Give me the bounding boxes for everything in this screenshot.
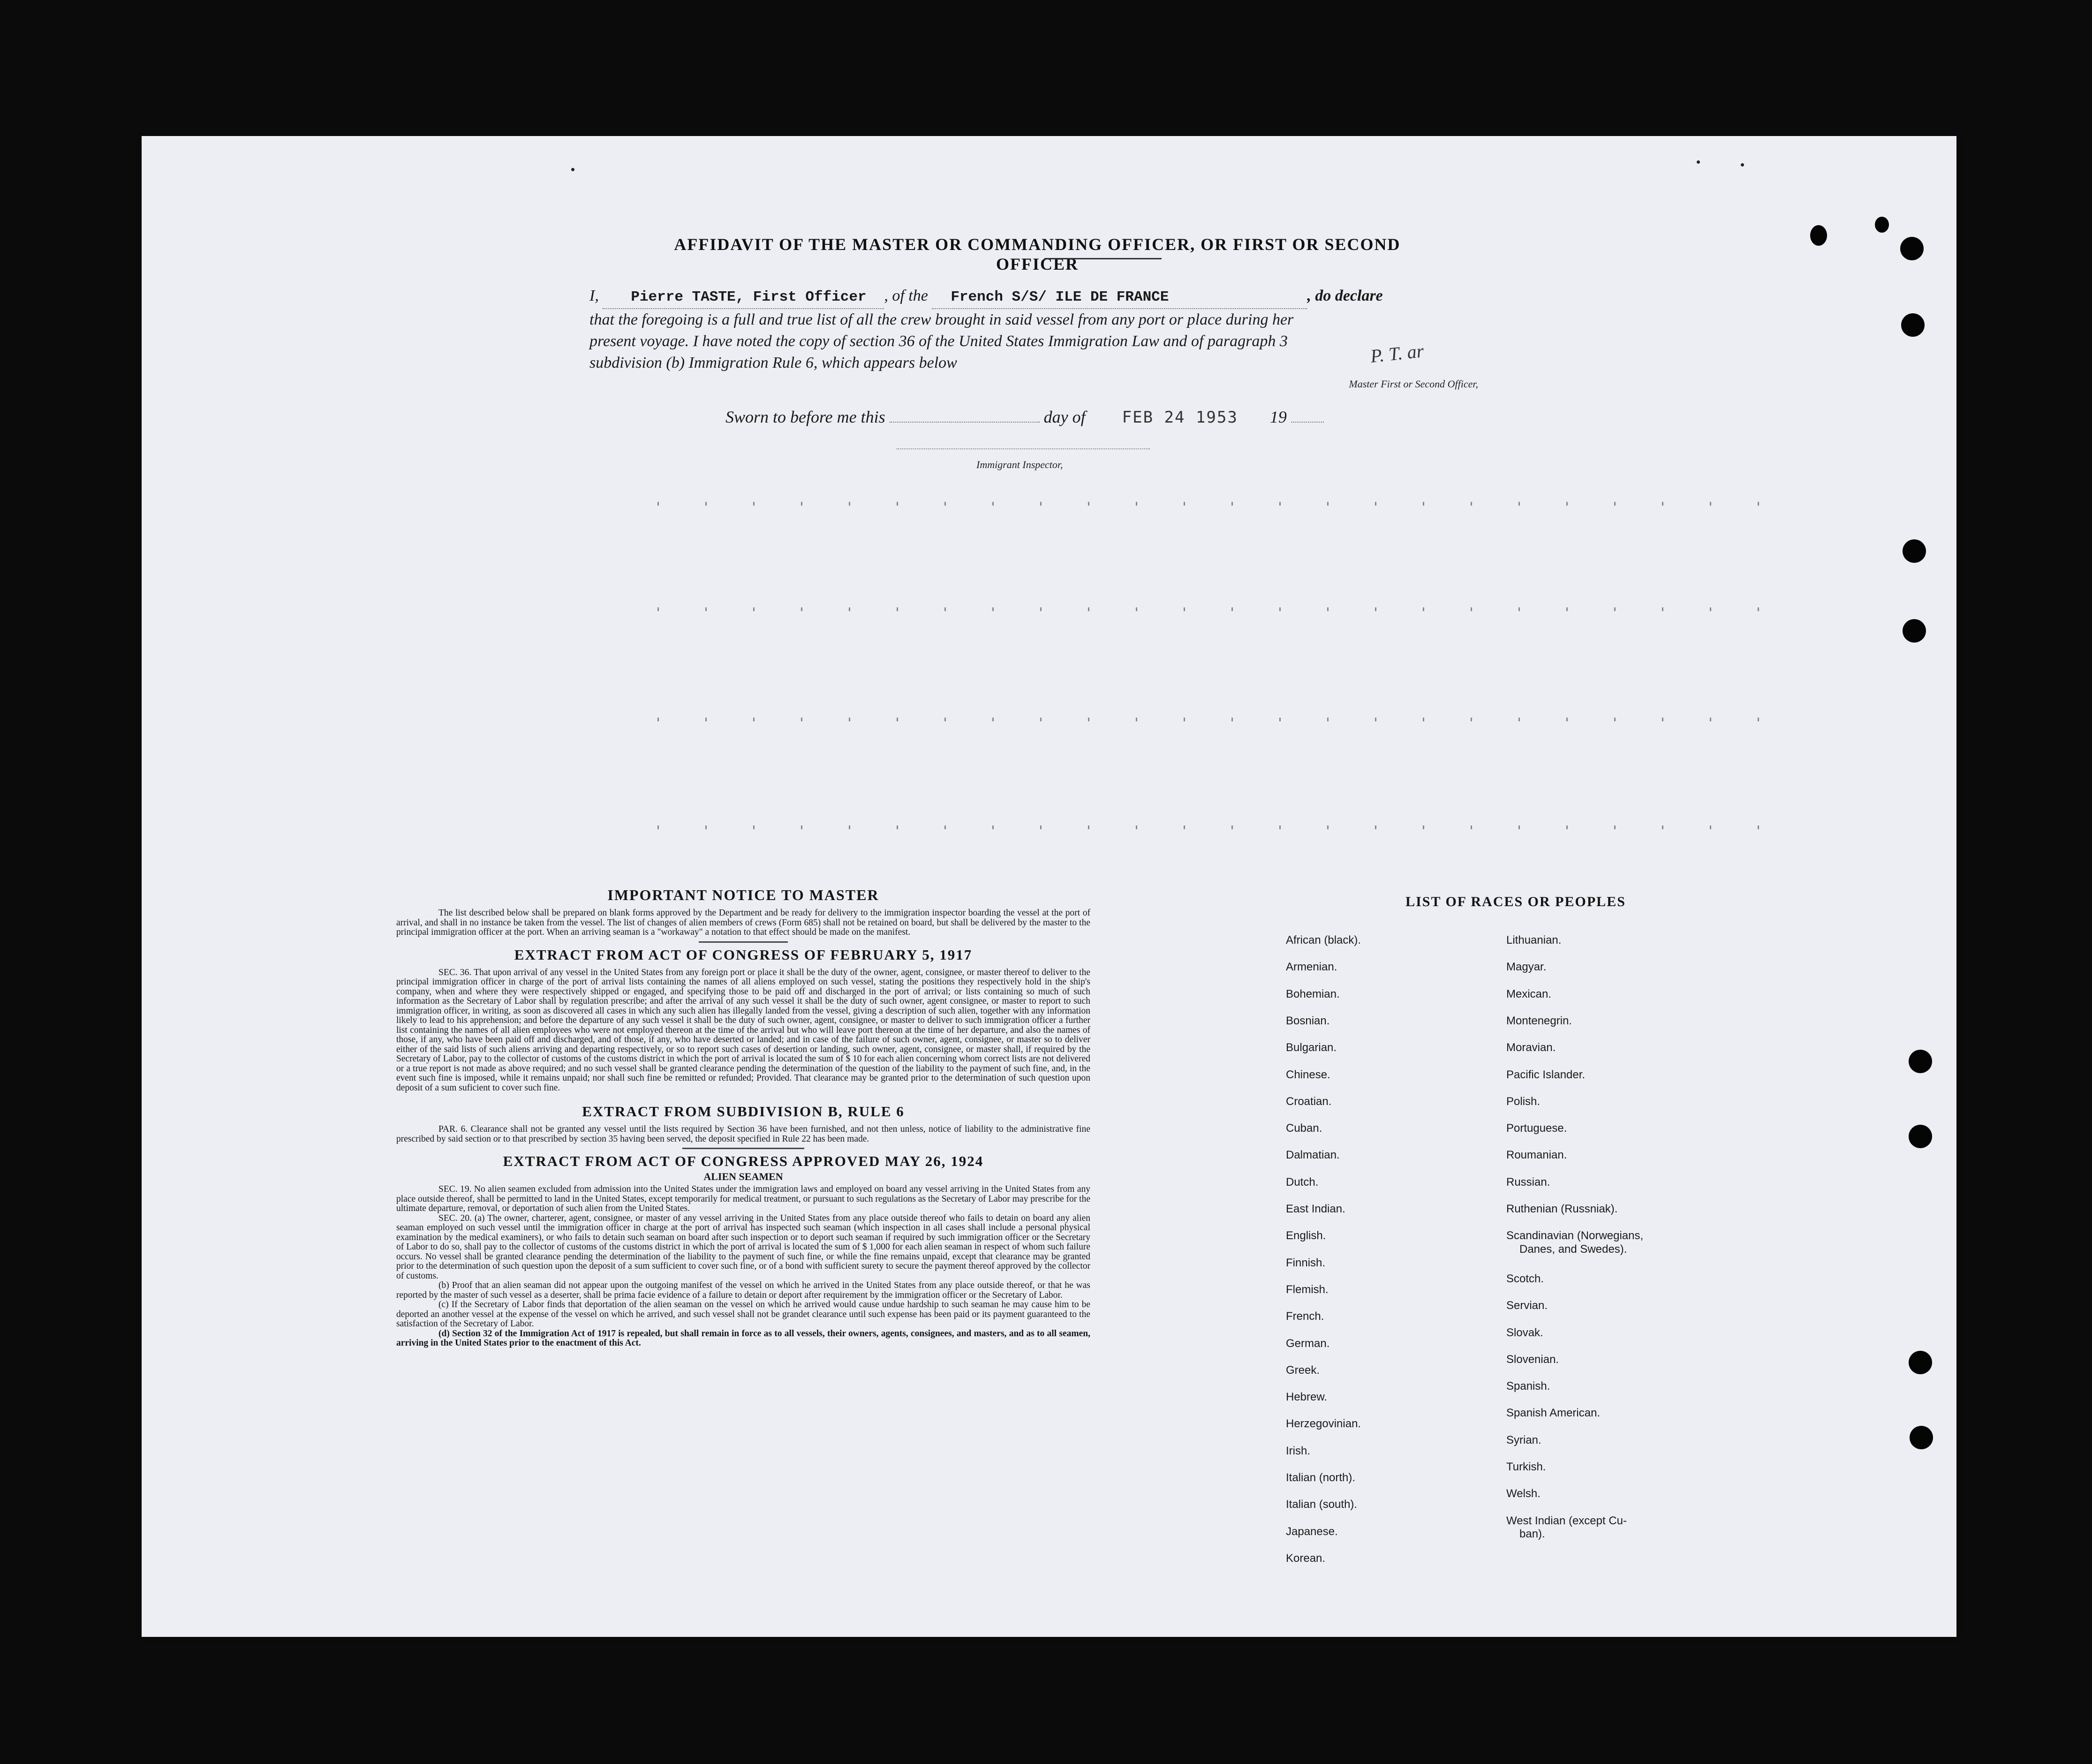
race-item: Dutch. bbox=[1286, 1175, 1319, 1189]
guide-dot bbox=[1040, 825, 1042, 829]
races-title: LIST OF RACES OR PEOPLES bbox=[1405, 894, 1626, 909]
race-item: Pacific Islander. bbox=[1506, 1068, 1586, 1081]
guide-dot bbox=[1710, 825, 1711, 829]
guide-dot bbox=[1423, 825, 1424, 829]
race-item: Bosnian. bbox=[1286, 1014, 1330, 1027]
section-20c-text: (c) If the Secretary of Labor finds that deportation of the alien seaman on the vessel on which he arrived would cause undue hardship to such seaman he may cause him to be deported an another vessel at the expense of the vessel on which he arrived, and such vessel shall not be grandet clearance until such expense has been paid or its payment guaranteed to the satisfaction of the Secretary of Labor. bbox=[396, 1300, 1090, 1329]
guide-dot bbox=[1662, 825, 1663, 829]
guide-dot bbox=[1184, 718, 1185, 721]
race-item: Syrian. bbox=[1506, 1433, 1541, 1446]
guide-dot bbox=[1471, 607, 1472, 611]
guide-dot bbox=[944, 825, 946, 829]
guide-dot bbox=[1327, 718, 1329, 721]
race-item: Italian (south). bbox=[1286, 1498, 1358, 1511]
race-item: Greek. bbox=[1286, 1363, 1320, 1377]
guide-dot bbox=[992, 607, 994, 611]
guide-dot bbox=[1136, 607, 1137, 611]
declaration-line-4: subdivision (b) Immigration Rule 6, which appears below bbox=[589, 354, 957, 371]
officer-name: Pierre TASTE, First Officer bbox=[631, 289, 867, 305]
guide-dot bbox=[1088, 825, 1089, 829]
race-item: Croatian. bbox=[1286, 1095, 1332, 1108]
race-item: Magyar. bbox=[1506, 961, 1547, 974]
guide-dots bbox=[657, 718, 1783, 722]
guide-dot bbox=[1566, 718, 1568, 721]
race-item: Spanish. bbox=[1506, 1380, 1550, 1393]
guide-dot bbox=[1471, 825, 1472, 829]
guide-dot bbox=[1758, 825, 1759, 829]
guide-dot bbox=[1614, 718, 1616, 721]
guide-dot bbox=[1566, 502, 1568, 506]
guide-dot bbox=[849, 718, 850, 721]
race-item: Turkish. bbox=[1506, 1461, 1546, 1474]
officer-signature: P. T. ar bbox=[1369, 340, 1425, 367]
vessel-name: French S/S/ ILE DE FRANCE bbox=[951, 289, 1169, 305]
notice-title: IMPORTANT NOTICE TO MASTER bbox=[607, 886, 879, 903]
guide-dot bbox=[1471, 502, 1472, 506]
punch-hole bbox=[1909, 1351, 1932, 1374]
document-page bbox=[142, 136, 1956, 1637]
day-of-label: day of bbox=[1043, 408, 1086, 426]
guide-dot bbox=[801, 607, 802, 611]
guide-dot bbox=[1279, 502, 1281, 506]
guide-dot bbox=[1566, 607, 1568, 611]
guide-dot bbox=[1566, 825, 1568, 829]
guide-dot bbox=[705, 502, 707, 506]
guide-dots bbox=[657, 607, 1783, 612]
guide-dot bbox=[801, 825, 802, 829]
section-rule bbox=[682, 1148, 804, 1149]
guide-dot bbox=[1758, 718, 1759, 721]
guide-dot bbox=[1184, 502, 1185, 506]
guide-dot bbox=[992, 502, 994, 506]
guide-dot bbox=[944, 607, 946, 611]
guide-dot bbox=[1710, 718, 1711, 721]
guide-dot bbox=[1710, 502, 1711, 506]
race-item: Bohemian. bbox=[1286, 987, 1340, 1000]
guide-dot bbox=[1088, 607, 1089, 611]
race-item: East Indian. bbox=[1286, 1203, 1345, 1215]
guide-dot bbox=[1279, 607, 1281, 611]
guide-dot bbox=[992, 825, 994, 829]
race-item: Welsh. bbox=[1506, 1487, 1541, 1500]
speck bbox=[1697, 160, 1700, 164]
race-item: Montenegrin. bbox=[1506, 1014, 1572, 1027]
guide-dot bbox=[1088, 502, 1089, 506]
race-item: Servian. bbox=[1506, 1299, 1548, 1312]
section-20a-text: SEC. 20. (a) The owner, charterer, agent, consignee, or master of any vessel arriving in the United States from any place outside thereof who fails to detain on board any alien seaman employed on such vessel until the immigration officer in charge at the port of arrival has inspected such seaman (which inspection in all cases shall include a personal physical examination by the medical examiners), or who fails to detain such seaman on board after such inspection or to deport such seaman if required by such immigration officer or the Secretary of Labor to do so, shall pay to the collector of customs of the customs district in which the port of arrival is located the sum of $ 1,000 for each alien seaman in respect of whom such failure occurs. No vessel shall be granted clearance pending the determination of the liability to the payment of such fine, or while the fine remains unpaid, except that clearance may be granted prior to the determination of such question upon the deposit of a sum sufficient to cover such fine, or of a bond with sufficient surety to secure the payment thereof approved by the collector of customs. bbox=[396, 1213, 1090, 1281]
race-item: Russian. bbox=[1506, 1175, 1550, 1189]
race-item: Herzegovinian. bbox=[1286, 1417, 1361, 1431]
race-item: ban). bbox=[1519, 1528, 1545, 1541]
race-item: Scandinavian (Norwegians, bbox=[1506, 1229, 1644, 1242]
declaration-line-2: that the foregoing is a full and true list of all the crew brought in said vessel from any port or place during her bbox=[589, 311, 1294, 328]
punch-hole bbox=[1903, 619, 1926, 643]
punch-hole bbox=[1903, 539, 1926, 563]
guide-dot bbox=[992, 718, 994, 721]
race-item: Bulgarian. bbox=[1286, 1041, 1337, 1054]
extract-1917-title: EXTRACT FROM ACT OF CONGRESS OF FEBRUARY 5, 1917 bbox=[514, 946, 973, 963]
guide-dot bbox=[1375, 825, 1376, 829]
race-item: Japanese. bbox=[1286, 1525, 1338, 1538]
guide-dot bbox=[1375, 607, 1376, 611]
guide-dot bbox=[944, 718, 946, 721]
guide-dot bbox=[849, 607, 850, 611]
guide-dot bbox=[1184, 825, 1185, 829]
race-item: Slovak. bbox=[1506, 1326, 1543, 1339]
race-item: African (black). bbox=[1286, 934, 1361, 946]
year-prefix: 19 bbox=[1269, 408, 1287, 426]
guide-dot bbox=[1758, 502, 1759, 506]
race-item: Armenian. bbox=[1286, 961, 1337, 974]
sworn-text: Sworn to before me this bbox=[725, 408, 885, 426]
guide-dot bbox=[1423, 502, 1424, 506]
race-item: Finnish. bbox=[1286, 1256, 1326, 1269]
race-item: Flemish. bbox=[1286, 1283, 1329, 1296]
guide-dot bbox=[897, 607, 898, 611]
guide-dot bbox=[1662, 502, 1663, 506]
officer-caption: Master First or Second Officer, bbox=[1349, 378, 1478, 390]
guide-dot bbox=[1471, 718, 1472, 721]
punch-hole bbox=[1810, 225, 1827, 246]
guide-dot bbox=[1231, 825, 1233, 829]
race-item: Hebrew. bbox=[1286, 1391, 1328, 1404]
race-item: Slovenian. bbox=[1506, 1353, 1559, 1366]
alien-seamen-subtitle: ALIEN SEAMEN bbox=[703, 1171, 783, 1182]
race-item: Irish. bbox=[1286, 1444, 1311, 1457]
guide-dot bbox=[1279, 825, 1281, 829]
race-item: Lithuanian. bbox=[1506, 934, 1562, 946]
punch-hole bbox=[1910, 1426, 1933, 1449]
race-item: Korean. bbox=[1286, 1552, 1326, 1565]
guide-dot bbox=[1518, 718, 1520, 721]
guide-dot bbox=[1231, 607, 1233, 611]
extract-1924-title: EXTRACT FROM ACT OF CONGRESS APPROVED MAY 26, 1924 bbox=[503, 1153, 984, 1169]
guide-dot bbox=[1279, 718, 1281, 721]
guide-dots bbox=[657, 825, 1783, 830]
declaration-line-3: present voyage. I have noted the copy of section 36 of the United States Immigration Law and of paragraph 3 bbox=[589, 333, 1288, 350]
speck bbox=[1741, 163, 1744, 167]
race-item: Cuban. bbox=[1286, 1122, 1322, 1135]
guide-dot bbox=[1758, 607, 1759, 611]
guide-dot bbox=[801, 718, 802, 721]
guide-dot bbox=[849, 825, 850, 829]
guide-dot bbox=[1231, 502, 1233, 506]
guide-dot bbox=[1231, 718, 1233, 721]
guide-dot bbox=[753, 825, 755, 829]
guide-dot bbox=[1327, 825, 1329, 829]
punch-hole bbox=[1901, 313, 1925, 337]
section-20b-text: (b) Proof that an alien seaman did not appear upon the outgoing manifest of the vessel on which he arrived in the United States from any place outside thereof, or that he was reported by the master of such vessel as a deserter, shall be prima facie evidence of a failure to detain or deport after requirement by the immigration officer or the Secretary of Labor. bbox=[396, 1280, 1090, 1300]
guide-dot bbox=[897, 718, 898, 721]
race-item: Spanish American. bbox=[1506, 1407, 1601, 1420]
guide-dot bbox=[1423, 607, 1424, 611]
race-item: Polish. bbox=[1506, 1095, 1541, 1108]
guide-dot bbox=[1327, 502, 1329, 506]
race-item: Dalmatian. bbox=[1286, 1149, 1340, 1162]
guide-dot bbox=[705, 718, 707, 721]
notice-paragraph: The list described below shall be prepared on blank forms approved by the Department and be ready for delivery to the immigration inspector boarding the vessel at the port of arrival, and shall in no instance be taken from the vessel. The list of changes of alien members of crews (Form 685) shall not be retained on board, but shall be delivered by the master to the principal immigration officer at the port. When an arriving seaman is a "workaway" a notation to that effect should be made on the manifest. bbox=[396, 908, 1090, 937]
guide-dot bbox=[1375, 718, 1376, 721]
guide-dot bbox=[1136, 718, 1137, 721]
guide-dot bbox=[1136, 502, 1137, 506]
guide-dot bbox=[1518, 825, 1520, 829]
guide-dot bbox=[1662, 607, 1663, 611]
punch-hole bbox=[1909, 1050, 1932, 1073]
inspector-caption: Immigrant Inspector, bbox=[976, 459, 1063, 470]
do-declare-label: , do declare bbox=[1307, 287, 1383, 304]
guide-dot bbox=[1614, 607, 1616, 611]
race-item: Portuguese. bbox=[1506, 1122, 1567, 1135]
guide-dot bbox=[1518, 502, 1520, 506]
section-20d-text: (d) Section 32 of the Immigration Act of 1917 is repealed, but shall remain in force as to all vessels, their owners, agents, consignees, and masters, and as to all seamen, arriving in the United States prior to the enactment of this Act. bbox=[396, 1328, 1090, 1348]
race-item: Roumanian. bbox=[1506, 1149, 1567, 1162]
inspector-signature-line bbox=[897, 448, 1150, 449]
extract-rule6-text: PAR. 6. Clearance shall not be granted any vessel until the lists required by Section 36 have been furnished, and not then unless, notice of liability to the administrative fine prescribed by said section or to that prescribed by section 35 having been served, the deposit specified in Rule 22 has been made. bbox=[396, 1124, 1090, 1144]
section-rule bbox=[699, 941, 788, 943]
guide-dots bbox=[657, 502, 1783, 507]
section-19-text: SEC. 19. No alien seamen excluded from admission into the United States under the immigration laws and employed on board any vessel arriving in the United States from any place outside thereof, shall be permitted to land in the United States, except temporarily for medical treatment, or pursuant to such regulations as the Secretary of Labor may prescribe for the ultimate departure, removal, or deportation of such alien from the United States. bbox=[396, 1184, 1090, 1213]
guide-dot bbox=[1184, 607, 1185, 611]
guide-dot bbox=[1136, 825, 1137, 829]
race-item: Scotch. bbox=[1506, 1272, 1544, 1285]
race-item: Italian (north). bbox=[1286, 1471, 1356, 1484]
race-item: West Indian (except Cu- bbox=[1506, 1514, 1627, 1527]
guide-dot bbox=[1710, 607, 1711, 611]
guide-dot bbox=[1040, 607, 1042, 611]
guide-dot bbox=[1614, 825, 1616, 829]
guide-dot bbox=[801, 502, 802, 506]
guide-dot bbox=[1423, 718, 1424, 721]
date-stamp: FEB 24 1953 bbox=[1122, 408, 1238, 427]
guide-dot bbox=[753, 607, 755, 611]
race-item: Ruthenian (Russniak). bbox=[1506, 1203, 1618, 1215]
guide-dot bbox=[657, 718, 659, 721]
race-item: English. bbox=[1286, 1229, 1326, 1242]
race-item: French. bbox=[1286, 1310, 1324, 1323]
guide-dot bbox=[1518, 607, 1520, 611]
notice-column bbox=[396, 886, 1090, 1348]
guide-dot bbox=[1040, 502, 1042, 506]
guide-dot bbox=[705, 607, 707, 611]
guide-dot bbox=[657, 607, 659, 611]
race-item: Chinese. bbox=[1286, 1068, 1330, 1081]
race-item: Moravian. bbox=[1506, 1041, 1556, 1054]
i-label: I, bbox=[589, 287, 599, 304]
sworn-line bbox=[725, 407, 1476, 427]
speck bbox=[571, 168, 574, 171]
guide-dot bbox=[657, 825, 659, 829]
guide-dot bbox=[897, 825, 898, 829]
extract-1917-text: SEC. 36. That upon arrival of any vessel in the United States from any foreign port or place it shall be the duty of the owner, agent, consignee, or master thereof to deliver to the principal immigration officer in charge of the port of arrival lists containing the names of all aliens employed on such vessel, stating the positions they respectively hold in the ship's company, when and where they were respectively shipped or engaged, and specifying those to be paid off and discharged in the port of arrival; or lists containing so much of such information as the Secretary of Labor shall by regulation prescribe; and after the arrival of any such vessel it shall be the duty of such owner, agent consignee, or master to report to such immigration officer, in writing, as soon as discovered all cases in which any such alien has illegally landed from the vessel, giving a description of such alien, together with any information likely to lead to his apprehension; and before the departure of any such vessel it shall be the duty of such owner, agent, consignee, or master to deliver to such immigration officer a further list containing the names of all alien employees who were not employed thereon at the time of the arrival but who will leave port thereon at the time of her departure, and also the names of those, if any, who have been paid off and discharged, and of those, if any, who have deserted or landed; and in case of the failure of such owner, agent, consignee, or master so to deliver either of the said lists of such aliens arriving and departing respectively, or so to report such cases of desertion or landing, such owner, agent, consignee, or master shall, if required by the Secretary of Labor, pay to the collector of customs of the customs district in which the port of arrival is located the sum of $ 10 for each alien concerning whom correct lists are not delivered or a true report is not made as above required; and no such vessel shall be granted clearance pending the determination of the question of the liability to the payment of such fine, and, in the event such fine is imposed, while it remains unpaid; nor shall such fine be remitted or refunded; Provided. That clearance may be granted prior to the determination of such question upon deposit of a sum suficient to cover such fine. bbox=[396, 967, 1090, 1093]
affidavit-declaration bbox=[589, 285, 1659, 374]
heading-rule bbox=[1044, 258, 1162, 259]
declaration-line-1 bbox=[589, 285, 1659, 309]
guide-dot bbox=[705, 825, 707, 829]
guide-dot bbox=[753, 502, 755, 506]
guide-dot bbox=[1088, 718, 1089, 721]
race-item: Mexican. bbox=[1506, 987, 1552, 1000]
guide-dot bbox=[1040, 718, 1042, 721]
race-item: German. bbox=[1286, 1337, 1330, 1350]
extract-rule6-title: EXTRACT FROM SUBDIVISION B, RULE 6 bbox=[582, 1103, 905, 1120]
punch-hole bbox=[1875, 217, 1889, 233]
guide-dot bbox=[1614, 502, 1616, 506]
guide-dot bbox=[753, 718, 755, 721]
guide-dot bbox=[657, 502, 659, 506]
punch-hole bbox=[1900, 237, 1924, 260]
guide-dot bbox=[1327, 607, 1329, 611]
punch-hole bbox=[1909, 1125, 1932, 1148]
race-item: Danes, and Swedes). bbox=[1519, 1242, 1627, 1256]
guide-dot bbox=[944, 502, 946, 506]
guide-dot bbox=[1375, 502, 1376, 506]
guide-dot bbox=[897, 502, 898, 506]
of-the-label: , of the bbox=[884, 287, 928, 304]
affidavit-heading: AFFIDAVIT OF THE MASTER OR COMMANDING OFFICER, OR FIRST OR SECOND OFFICER bbox=[674, 235, 1401, 273]
guide-dot bbox=[849, 502, 850, 506]
guide-dot bbox=[1662, 718, 1663, 721]
